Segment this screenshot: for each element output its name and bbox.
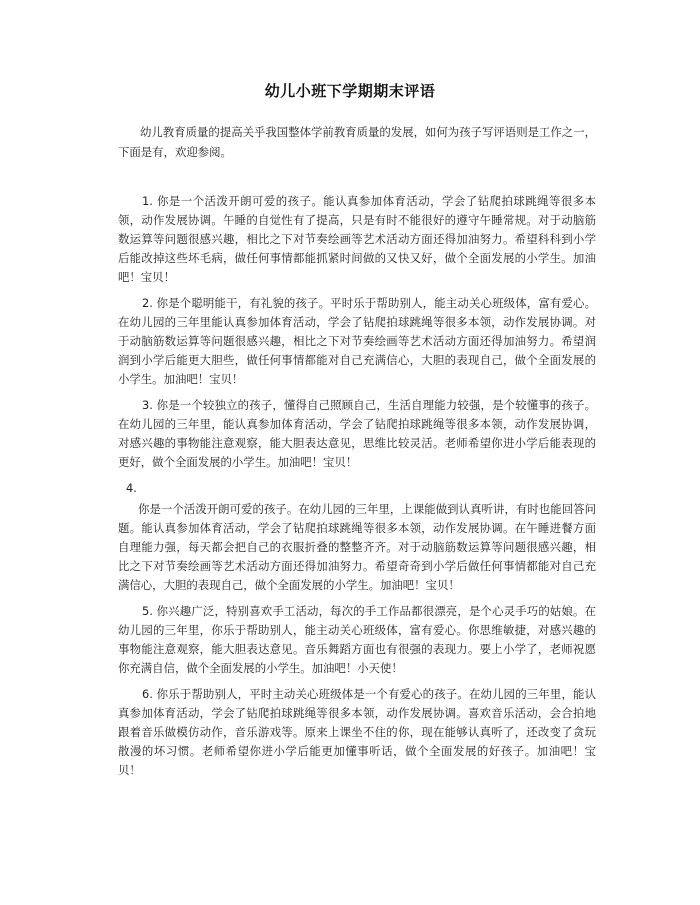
item-number: 6.: [142, 687, 153, 701]
comment-item-1: [118, 192, 596, 287]
item-text: 你是一个活泼开朗可爱的孩子。能认真参加体育活动，学会了钻爬拍球跳绳等很多本领，动作发展协调。午睡的自觉性有了提高，只是有时不能很好的遵守午睡常规。对于动脑筋数运算等问题很感兴趣，相比之下对节奏绘画等艺术活动方面还得加油努力。希望科科到小学后能改掉这些坏毛病，做任何事情都能抓紧时间做的又快又好，做个全面发展的小学生。加油吧！宝贝！: [118, 194, 596, 284]
item-text: 你兴趣广泛，特别喜欢手工活动，每次的手工作品都很漂亮，是个心灵手巧的姑娘。在幼儿园的三年里，你乐于帮助别人，能主动关心班级体，富有爱心。你思维敏捷，对感兴趣的事物能注意观察，能大胆表达意见。音乐舞蹈方面也有很强的表现力。要上小学了，老师祝愿你充满自信，做个全面发展的小学生。加油吧！小天使！: [118, 604, 596, 675]
item-number: 3.: [142, 398, 153, 412]
document-title: 幼儿小班下学期期末评语: [264, 82, 436, 100]
comment-item-4: [118, 479, 596, 595]
comment-item-3: [118, 396, 596, 472]
item-number: 1.: [142, 194, 153, 208]
item-text: 你乐于帮助别人，平时主动关心班级体是一个有爱心的孩子。在幼儿园的三年里，能认真参加体育活动，学会了钻爬拍球跳绳等很多本领，动作发展协调。喜欢音乐活动，会合拍地跟着音乐做模仿动作，音乐游戏等。原来上课坐不住的你，现在能够认真听了，还改变了贪玩散漫的坏习惯。老师希望你进小学后能更加懂事听话，做个全面发展的好孩子。加油吧！宝贝！: [118, 687, 596, 777]
comment-item-2: [118, 294, 596, 389]
intro-paragraph: 幼儿教育质量的提高关乎我国整体学前教育质量的发展，如何为孩子写评语则是工作之一，下面是有，欢迎参阅。: [118, 125, 596, 159]
comment-item-6: [118, 685, 596, 780]
comment-list: [118, 192, 596, 787]
item-number: 2.: [142, 296, 153, 310]
item-text: 你是个聪明能干，有礼貌的孩子。平时乐于帮助别人，能主动关心班级体，富有爱心。在幼儿园的三年里能认真参加体育活动，学会了钻爬拍球跳绳等很多本领，动作发展协调。对于动脑筋数运算等问题很感兴趣，相比之下对节奏绘画等艺术活动方面还得加油努力。希望润润到小学后能更大胆些，做任何事情都能对自己充满信心，大胆的表现自己，做个全面发展的小学生。加油吧！宝贝！: [118, 296, 596, 386]
item-number: 5.: [142, 604, 153, 618]
item-number: 4.: [126, 481, 137, 495]
item-text: 你是一个活泼开朗可爱的孩子。在幼儿园的三年里，上课能做到认真听讲，有时也能回答问题。能认真参加体育活动，学会了钻爬拍球跳绳等很多本领，动作发展协调。在午睡进餐方面自理能力强，每天都会把自己的衣服折叠的整整齐齐。对于动脑筋数运算等问题很感兴趣，相比之下对节奏绘画等艺术活动方面还得加油努力。希望奇奇到小学后做任何事情都能对自己充满信心，大胆的表现自己，做个全面发展的小学生。加油吧！宝贝！: [118, 502, 596, 592]
item-text: 你是一个较独立的孩子，懂得自己照顾自己，生活自理能力较强，是个较懂事的孩子。在幼儿园的三年里，能认真参加体育活动，学会了钻爬拍球跳绳等很多本领，动作发展协调，对感兴趣的事物能注意观察，能大胆表达意见，思维比较灵活。老师希望你进小学后能表现的更好，做个全面发展的小学生。加油吧！宝贝！: [118, 398, 596, 469]
comment-item-5: [118, 602, 596, 678]
